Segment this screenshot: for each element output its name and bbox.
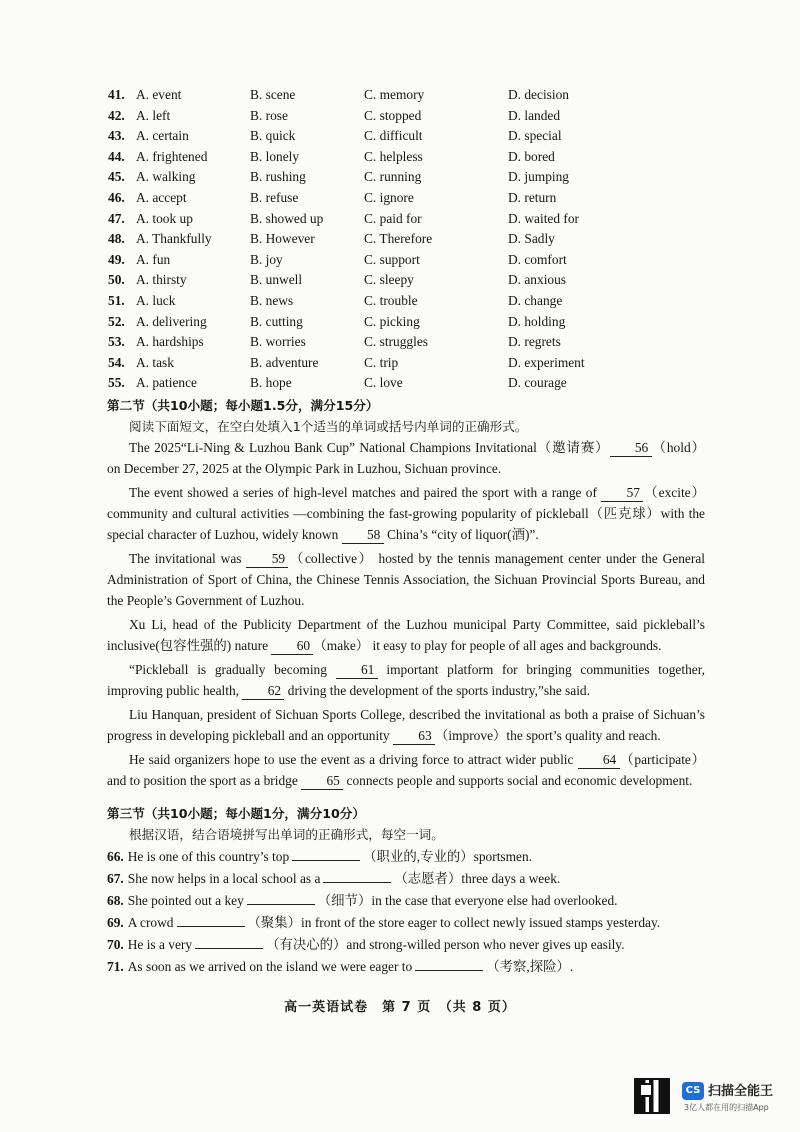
option-a[interactable]: A. luck [136, 292, 176, 308]
option-d[interactable]: D. anxious [508, 272, 567, 288]
answer-blank[interactable] [415, 970, 483, 971]
question-number: 42. [108, 107, 125, 123]
section3-instruction: 根据汉语，结合语境拼写出单词的正确形式，每空一词。 [129, 827, 444, 842]
paragraph-6 [107, 704, 705, 746]
option-a[interactable]: A. Thankfully [136, 231, 212, 247]
option-b[interactable]: B. rushing [250, 169, 306, 185]
p5-text-2: important platform for bringing communities together, improving public health, [107, 662, 705, 698]
question-number: 43. [108, 128, 125, 144]
scanner-watermark [634, 1074, 794, 1118]
option-a[interactable]: A. certain [136, 128, 189, 144]
page-footer: 高一英语试卷 第 7 页 （共 8 页） [284, 1000, 516, 1015]
paragraph-2 [107, 482, 705, 545]
option-a[interactable]: A. event [136, 87, 182, 102]
question-text-after: （志愿者）three days a week. [394, 871, 561, 886]
question-number: 67. [107, 871, 124, 886]
option-c[interactable]: C. ignore [364, 189, 414, 205]
option-d[interactable]: D. return [508, 189, 557, 205]
section3-items [107, 846, 705, 977]
question-text-before: As soon as we arrived on the island we were eager to [127, 959, 413, 974]
option-c[interactable]: C. trip [364, 354, 399, 370]
paragraph-1 [107, 437, 705, 479]
question-number: 48. [108, 231, 125, 247]
blank-63[interactable]: 63 [393, 728, 435, 745]
p7-text-1: He said organizers hope to use the event as a driving force to attract wider public [129, 752, 574, 767]
answer-blank[interactable] [292, 860, 360, 861]
question-number: 52. [108, 313, 125, 329]
option-b[interactable]: B. news [250, 292, 294, 308]
option-a[interactable]: A. frightened [136, 148, 208, 164]
watermark-subtitle: 3亿人都在用的扫描App [684, 1103, 769, 1112]
option-c[interactable]: C. difficult [364, 128, 423, 144]
p3-text-1: The invitational was [129, 551, 242, 566]
blank-64[interactable]: 64 [578, 752, 620, 769]
section2 [107, 395, 705, 791]
p5-text-1: “Pickleball is gradually becoming [129, 662, 327, 677]
option-row [108, 209, 728, 230]
fill-question [107, 912, 705, 933]
option-row [108, 250, 728, 271]
option-c[interactable]: C. memory [364, 87, 425, 102]
option-b[interactable]: B. lonely [250, 148, 300, 164]
watermark-title: 扫描全能王 [708, 1084, 774, 1099]
camscanner-logo-icon: CS [682, 1082, 704, 1100]
option-a[interactable]: A. patience [136, 375, 197, 391]
question-number: 66. [107, 849, 124, 864]
option-c[interactable]: C. trouble [364, 292, 418, 308]
p1-text-1: The 2025“Li-Ning & Luzhou Bank Cup” National Champions Invitational（邀请赛） [129, 440, 610, 455]
option-c[interactable]: C. helpless [364, 148, 423, 164]
answer-blank[interactable] [247, 904, 315, 905]
section2-heading: 第二节（共10小题；每小题1.5分，满分15分） [107, 398, 379, 413]
question-number: 53. [108, 334, 125, 350]
option-d[interactable]: D. Sadly [508, 231, 555, 247]
question-text-before: He is one of this country’s top [127, 849, 290, 864]
option-a[interactable]: A. delivering [136, 313, 207, 329]
section2-instruction: 阅读下面短文，在空白处填入1个适当的单词或括号内单词的正确形式。 [129, 419, 528, 434]
option-d[interactable]: D. courage [508, 375, 567, 391]
p2-text-1: The event showed a series of high-level matches and paired the sport with a range of [129, 485, 597, 500]
question-text-before: A crowd [127, 915, 174, 930]
option-b[interactable]: B. rose [250, 107, 288, 123]
option-c[interactable]: C. paid for [364, 210, 422, 226]
p7-text-2: （participate） and to position the sport as a bridge [107, 752, 705, 788]
option-d[interactable]: D. experiment [508, 354, 585, 370]
question-text-before: He is a very [127, 937, 193, 952]
paragraph-4 [107, 614, 705, 656]
option-d[interactable]: D. decision [508, 87, 569, 102]
question-number: 49. [108, 251, 125, 267]
question-number: 41. [108, 87, 125, 102]
fill-question [107, 890, 705, 911]
p4-text-1: Xu Li, head of the Publicity Department of the Luzhou municipal Party Committee, said pickleball’s inclusive(包容性强的) nature [107, 617, 705, 653]
question-text-before: She now helps in a local school as a [127, 871, 321, 886]
p5-text-3: driving the development of the sports industry,”she said. [287, 683, 590, 698]
option-b[interactable]: B. adventure [250, 354, 319, 370]
fill-question [107, 956, 705, 977]
question-text-before: She pointed out a key [127, 893, 244, 908]
option-d[interactable]: D. holding [508, 313, 566, 329]
p6-text-1: Liu Hanquan, president of Sichuan Sports College, described the invitational as both a praise of Sichuan’s progress in developing pickleball and an opportunity [107, 707, 705, 743]
question-number: 45. [108, 169, 125, 185]
blank-60[interactable]: 60 [271, 638, 313, 655]
blank-57[interactable]: 57 [601, 485, 643, 502]
option-a[interactable]: A. accept [136, 189, 187, 205]
option-row [108, 291, 728, 312]
option-a[interactable]: A. left [136, 107, 171, 123]
option-d[interactable]: D. regrets [508, 334, 561, 350]
option-a[interactable]: A. hardships [136, 334, 204, 350]
answer-blank[interactable] [323, 882, 391, 883]
option-d[interactable]: D. waited for [508, 210, 580, 226]
option-d[interactable]: D. comfort [508, 251, 567, 267]
option-row [108, 312, 728, 333]
option-b[interactable]: B. quick [250, 128, 296, 144]
question-number: 47. [108, 210, 125, 226]
option-row [108, 373, 728, 394]
blank-65[interactable]: 65 [301, 773, 343, 790]
question-number: 54. [108, 354, 125, 370]
question-text-after: （细节）in the case that everyone else had overlooked. [317, 893, 618, 908]
question-number: 44. [108, 148, 125, 164]
option-a[interactable]: A. walking [136, 169, 196, 185]
option-row [108, 353, 728, 374]
option-a[interactable]: A. took up [136, 210, 193, 226]
blank-59[interactable]: 59 [246, 551, 288, 568]
answer-blank[interactable] [195, 948, 263, 949]
option-c[interactable]: C. love [364, 375, 403, 391]
answer-blank[interactable] [177, 926, 245, 927]
paragraph-3 [107, 548, 705, 611]
option-b[interactable]: B. refuse [250, 189, 299, 205]
option-c[interactable]: C. running [364, 169, 422, 185]
options-table [108, 85, 728, 394]
question-text-after: （有决心的）and strong-willed person who never gives up easily. [266, 937, 625, 952]
option-row [108, 229, 728, 250]
option-d[interactable]: D. bored [508, 148, 555, 164]
option-c[interactable]: C. struggles [364, 334, 428, 350]
section3-heading: 第三节（共10小题；每小题1分，满分10分） [107, 806, 365, 821]
question-number: 46. [108, 189, 125, 205]
option-row [108, 126, 728, 147]
fill-question [107, 868, 705, 889]
blank-62[interactable]: 62 [242, 683, 284, 700]
option-c[interactable]: C. sleepy [364, 272, 414, 288]
p1-text-2: （hold） on December 27, 2025 at the Olympic Park in Luzhou, Sichuan province. [107, 440, 705, 476]
option-b[interactable]: B. unwell [250, 272, 303, 288]
option-row [108, 167, 728, 188]
question-number: 51. [108, 292, 125, 308]
option-row [108, 332, 728, 353]
option-c[interactable]: C. stopped [364, 107, 422, 123]
option-d[interactable]: D. special [508, 128, 562, 144]
paragraph-7 [107, 749, 705, 791]
question-number: 50. [108, 272, 125, 288]
p4-text-2: （make） it easy to play for people of all ages and backgrounds. [313, 638, 662, 653]
option-b[interactable]: B. joy [250, 251, 283, 267]
blank-56[interactable]: 56 [610, 440, 652, 457]
fill-question [107, 846, 705, 867]
option-row [108, 106, 728, 127]
option-a[interactable]: A. task [136, 354, 174, 370]
question-number: 71. [107, 959, 124, 974]
fill-question [107, 934, 705, 955]
question-number: 70. [107, 937, 124, 952]
option-row [108, 188, 728, 209]
blank-58[interactable]: 58 [342, 527, 384, 544]
qr-code-icon [634, 1078, 670, 1114]
question-number: 55. [108, 375, 125, 391]
p2-text-3: China’s “city of liquor(酒)”. [387, 527, 539, 542]
option-row [108, 147, 728, 168]
question-text-after: （考察,探险）. [486, 959, 574, 974]
option-row [108, 85, 728, 106]
question-number: 69. [107, 915, 124, 930]
option-a[interactable]: A. fun [136, 251, 171, 267]
option-b[interactable]: B. However [250, 231, 315, 247]
option-b[interactable]: B. hope [250, 375, 292, 391]
option-a[interactable]: A. thirsty [136, 272, 187, 288]
blank-61[interactable]: 61 [336, 662, 378, 679]
option-c[interactable]: C. support [364, 251, 420, 267]
question-text-after: （聚集）in front of the store eager to collect newly issued stamps yesterday. [247, 915, 661, 930]
option-c[interactable]: C. Therefore [364, 231, 433, 247]
option-d[interactable]: D. change [508, 292, 563, 308]
option-b[interactable]: B. showed up [250, 210, 324, 226]
p2-text-2: （excite） community and cultural activities —combining the fast-growing popularity of pickleball（匹克球）with the special character of Luzhou, widely known [107, 485, 705, 542]
p6-text-2: （improve）the sport’s quality and reach. [435, 728, 661, 743]
option-row [108, 270, 728, 291]
option-b[interactable]: B. worries [250, 334, 306, 350]
option-b[interactable]: B. cutting [250, 313, 303, 329]
option-d[interactable]: D. jumping [508, 169, 570, 185]
option-b[interactable]: B. scene [250, 87, 296, 102]
paragraph-5 [107, 659, 705, 701]
option-d[interactable]: D. landed [508, 107, 561, 123]
option-c[interactable]: C. picking [364, 313, 420, 329]
section3 [107, 803, 705, 977]
p3-text-2: （collective） hosted by the tennis management center under the General Administration of Sport of China, the Chinese Tennis Association, the Sichuan Provincial Sports Bureau, and the People’s Government of Luzhou. [107, 551, 705, 608]
question-number: 68. [107, 893, 124, 908]
p7-text-3: connects people and supports social and economic development. [346, 773, 693, 788]
question-text-after: （职业的,专业的）sportsmen. [363, 849, 533, 864]
